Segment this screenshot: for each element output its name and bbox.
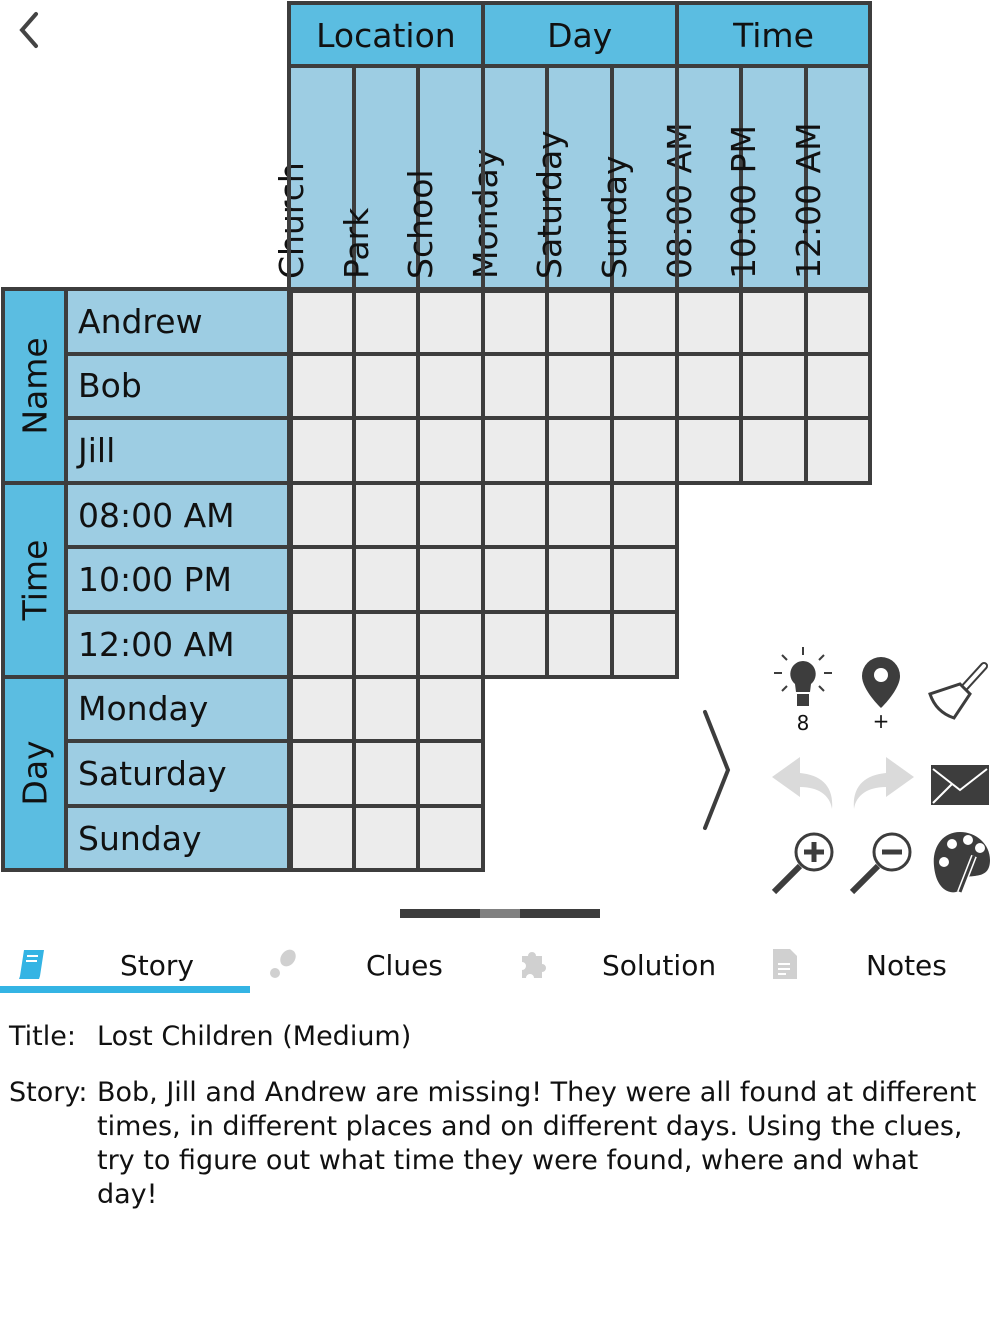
grid-cell[interactable] [354,354,419,419]
grid-cell[interactable] [547,547,612,612]
story-label: Story: [9,1077,88,1108]
row-header-item: Andrew [66,289,291,354]
grid-cell[interactable] [806,418,871,483]
column-header-label: 10:00 PM [724,125,764,279]
row-category-name [1,287,69,485]
grid-cell[interactable] [547,418,612,483]
tab-story[interactable]: Story [120,948,194,982]
row-category-day [1,675,69,873]
grid-cell[interactable] [354,677,419,742]
email-icon[interactable] [930,764,990,806]
grid-cell[interactable] [418,418,483,483]
clear-broom-icon[interactable] [928,660,990,722]
row-category-label: Day [15,740,55,807]
grid-cell[interactable] [741,418,806,483]
back-button[interactable] [14,10,44,50]
grid-cell[interactable] [289,806,354,871]
footprint-icon[interactable] [268,948,298,980]
lightbulb-icon [770,645,836,711]
grid-cell[interactable] [354,483,419,548]
grid-cell[interactable] [741,354,806,419]
grid-cell[interactable] [289,741,354,806]
grid-cell[interactable] [418,806,483,871]
grid-cell[interactable] [418,483,483,548]
grid-cell[interactable] [547,612,612,677]
column-header-label: Sunday [595,155,634,279]
story-text: Bob, Jill and Andrew are missing! They were all found at different times, in different places and on different days. Using the clues, try to figure out what time they were found, where and what day! [97,1077,977,1210]
location-button[interactable] [856,655,906,735]
grid-cell[interactable] [483,289,548,354]
column-category-day: Day [481,1,679,69]
palette-icon[interactable] [930,830,992,896]
book-icon[interactable] [18,948,48,980]
column-header-item [788,66,871,291]
row-header-item: Jill [66,418,291,483]
grid-cell[interactable] [418,677,483,742]
grid-cell[interactable] [418,354,483,419]
grid-cell[interactable] [289,418,354,483]
grid-cell[interactable] [612,483,677,548]
column-category-location: Location [287,1,485,69]
grid-cell[interactable] [354,612,419,677]
grid-cell[interactable] [354,741,419,806]
zoom-in-icon[interactable] [770,830,836,896]
grid-cell[interactable] [289,289,354,354]
grid-cell[interactable] [612,547,677,612]
grid-cell[interactable] [612,418,677,483]
story-panel [9,1020,989,1212]
map-pin-icon [856,655,906,711]
grid-cell[interactable] [354,806,419,871]
column-header-label: Saturday [530,130,570,279]
grid-cell[interactable] [547,483,612,548]
column-header-label: 12:00 AM [788,122,828,279]
grid-cell[interactable] [354,547,419,612]
collapse-panel-chevron-icon[interactable] [700,708,734,832]
row-header-item: Monday [66,677,291,742]
grid-cell[interactable] [547,289,612,354]
grid-cell[interactable] [289,547,354,612]
column-header-label: School [401,169,441,279]
grid-cell[interactable] [483,547,548,612]
undo-icon[interactable] [770,755,836,811]
grid-cell[interactable] [289,354,354,419]
grid-cell[interactable] [677,418,742,483]
story-title: Lost Children (Medium) [97,1021,412,1052]
grid-cell[interactable] [483,612,548,677]
row-category-time [1,481,69,679]
zoom-out-icon[interactable] [848,830,914,896]
grid-cell[interactable] [418,289,483,354]
redo-icon[interactable] [850,755,916,811]
row-header-item: 08:00 AM [66,483,291,548]
hints-count: 8 [796,711,810,735]
grid-cell[interactable] [677,354,742,419]
column-header-label: Park [336,207,376,279]
row-header-item: Saturday [66,741,291,806]
tab-notes[interactable]: Notes [866,948,947,982]
location-badge: + [872,709,890,733]
column-header-label: Church [272,162,311,279]
grid-cell[interactable] [741,289,806,354]
column-category-time: Time [675,1,873,69]
grid-cell[interactable] [483,418,548,483]
row-header-item: 10:00 PM [66,547,291,612]
grid-cell[interactable] [612,612,677,677]
grid-cell[interactable] [289,483,354,548]
row-category-label: Time [15,539,55,621]
grid-cell[interactable] [418,612,483,677]
grid-cell[interactable] [418,741,483,806]
grid-cell[interactable] [806,354,871,419]
grid-cell[interactable] [289,612,354,677]
column-header-label: Monday [465,148,505,279]
hint-button[interactable] [770,645,836,735]
tab-clues[interactable]: Clues [366,948,443,982]
title-label: Title: [9,1021,76,1052]
grid-cell[interactable] [354,418,419,483]
column-header-label: 08:00 AM [659,122,699,279]
grid-cell[interactable] [418,547,483,612]
row-header-item: 12:00 AM [66,612,291,677]
grid-cell[interactable] [612,354,677,419]
grid-cell[interactable] [483,483,548,548]
grid-cell[interactable] [289,677,354,742]
grid-cell[interactable] [612,289,677,354]
tab-solution[interactable]: Solution [602,948,717,982]
page-indicator [400,909,600,918]
puzzle-icon[interactable] [518,948,548,980]
grid-cell[interactable] [806,289,871,354]
grid-cell[interactable] [483,354,548,419]
row-header-item: Bob [66,354,291,419]
row-header-item: Sunday [66,806,291,871]
document-icon[interactable] [770,948,800,980]
grid-cell[interactable] [677,289,742,354]
grid-cell[interactable] [547,354,612,419]
grid-cell[interactable] [354,289,419,354]
active-tab-indicator [0,986,250,993]
row-category-label: Name [15,337,55,435]
